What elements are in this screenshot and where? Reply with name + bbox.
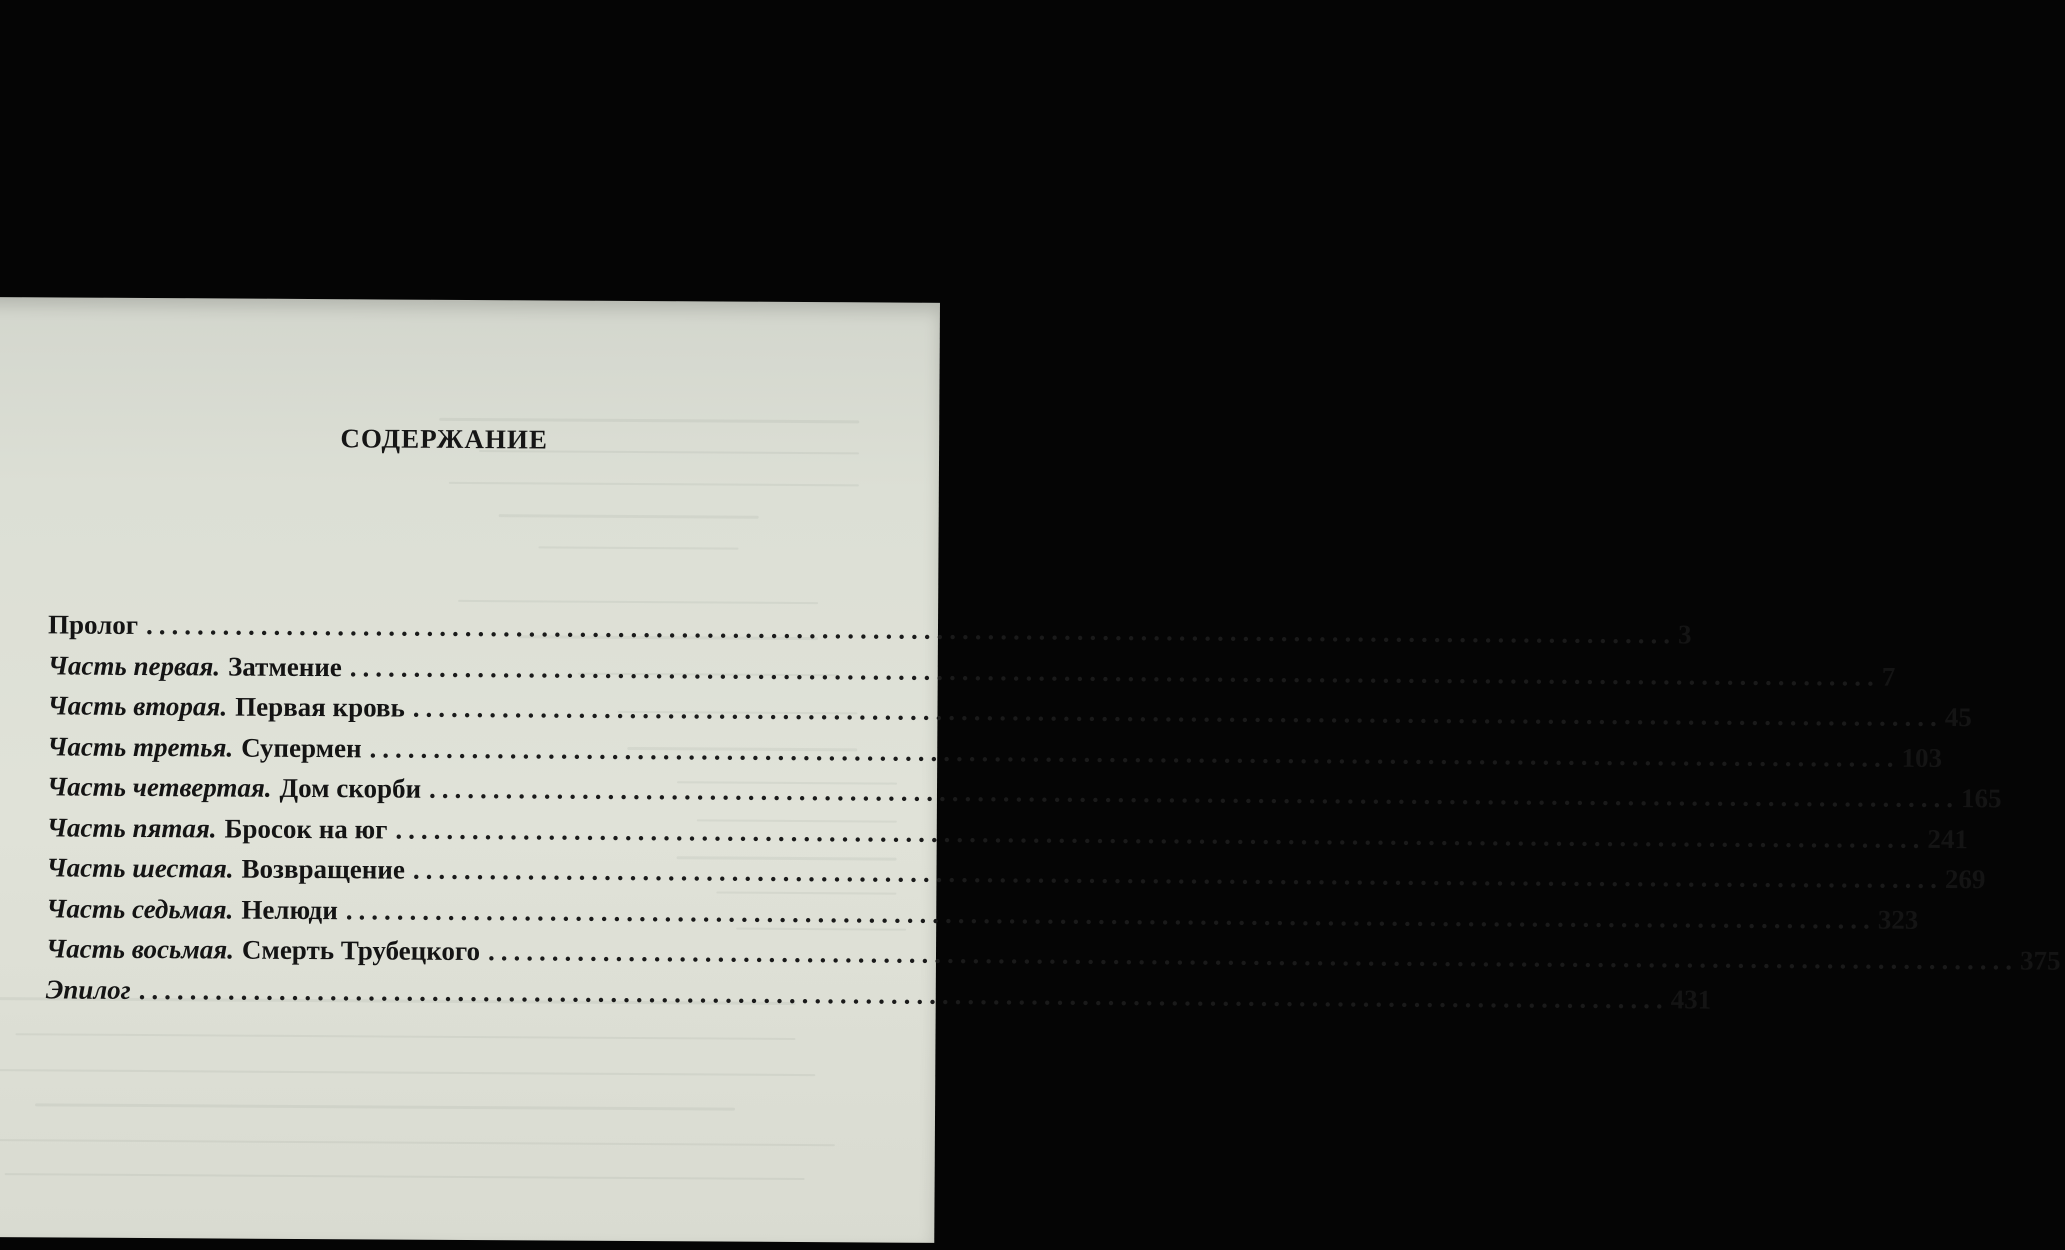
toc-entry <box>47 730 1943 776</box>
toc-dot-leader: ........................................................................................................................ <box>412 692 1943 732</box>
show-through-line <box>538 546 738 549</box>
toc-entry-part: Часть третья. <box>47 730 234 763</box>
toc-entry-part: Часть восьмая. <box>45 933 235 965</box>
show-through-line <box>35 1103 735 1110</box>
toc-entry <box>46 771 2002 816</box>
toc-entry-page: 3 <box>1677 619 1692 650</box>
toc-entry-title: Возвращение <box>241 853 405 885</box>
book-page <box>0 297 2061 1243</box>
show-through-line <box>499 514 759 519</box>
toc-title: СОДЕРЖАНИЕ <box>340 423 548 455</box>
toc-entry-page: 323 <box>1877 904 1919 935</box>
toc-entry-part: Часть седьмая. <box>46 892 234 925</box>
toc-entry-title: Смерть Трубецкого <box>241 934 481 967</box>
toc-entry-title: Бросок на юг <box>224 813 388 844</box>
toc-entry-title: Первая кровь <box>235 691 405 723</box>
toc-entry-title: Нелюди <box>241 894 338 925</box>
toc-entry-part: Часть вторая. <box>47 690 228 722</box>
toc-entry-title: Супермен <box>241 732 362 763</box>
toc-dot-leader: ........................................................................................................................ <box>395 814 1926 854</box>
show-through-line <box>0 1069 815 1076</box>
show-through-line <box>449 482 859 487</box>
toc-dot-leader: ........................................................................................................................ <box>349 651 1880 692</box>
toc-dot-leader: ........................................................................................................................ <box>369 732 1900 773</box>
toc-entry-title: Затмение <box>227 651 342 682</box>
toc-dot-leader: ........................................................................................................................ <box>145 610 1677 650</box>
toc-entry-page: 45 <box>1944 702 1972 733</box>
show-through-line <box>458 600 818 604</box>
toc-entry-title: Дом скорби <box>279 772 422 804</box>
toc-entry-page: 269 <box>1944 864 1986 895</box>
toc-entry-page: 103 <box>1901 742 1943 773</box>
show-through-line <box>439 418 859 424</box>
toc-entry-part: Часть первая. <box>47 649 221 681</box>
toc-entry-part: Часть шестая. <box>46 852 234 884</box>
toc-entry <box>47 649 1896 695</box>
show-through-line <box>0 1139 835 1146</box>
toc-entry <box>45 933 2061 978</box>
toc-entry <box>46 811 1969 857</box>
show-through-line <box>5 1173 805 1180</box>
toc-entry-page: 375 <box>2019 945 2061 976</box>
toc-dot-leader: ........................................................................................................................ <box>412 854 1943 895</box>
toc-entry <box>47 690 1972 735</box>
toc-entry-page: 7 <box>1881 661 1896 692</box>
toc-entry-page: 431 <box>1670 983 1712 1015</box>
toc-entry-page: 165 <box>1960 783 2002 814</box>
toc-entry-title: Эпилог <box>45 973 131 1005</box>
toc-entry <box>46 892 1919 938</box>
toc-entry <box>47 609 1692 654</box>
toc-entry-part: Часть пятая. <box>46 811 217 843</box>
toc-dot-leader: ........................................................................................................................ <box>428 773 1960 814</box>
toc-list <box>45 609 2061 1019</box>
toc-entry-part: Часть четвертая. <box>46 771 272 803</box>
toc-dot-leader: ........................................................................................................................ <box>345 894 1876 935</box>
toc-dot-leader: ........................................................................................................................ <box>487 936 2019 976</box>
toc-entry <box>45 973 1712 1019</box>
toc-entry-page: 241 <box>1927 823 1969 854</box>
show-through-line <box>15 1033 795 1040</box>
toc-entry-title: Пролог <box>47 609 139 640</box>
toc-dot-leader: ........................................................................................................................ <box>138 974 1669 1014</box>
toc-entry <box>46 852 1986 897</box>
